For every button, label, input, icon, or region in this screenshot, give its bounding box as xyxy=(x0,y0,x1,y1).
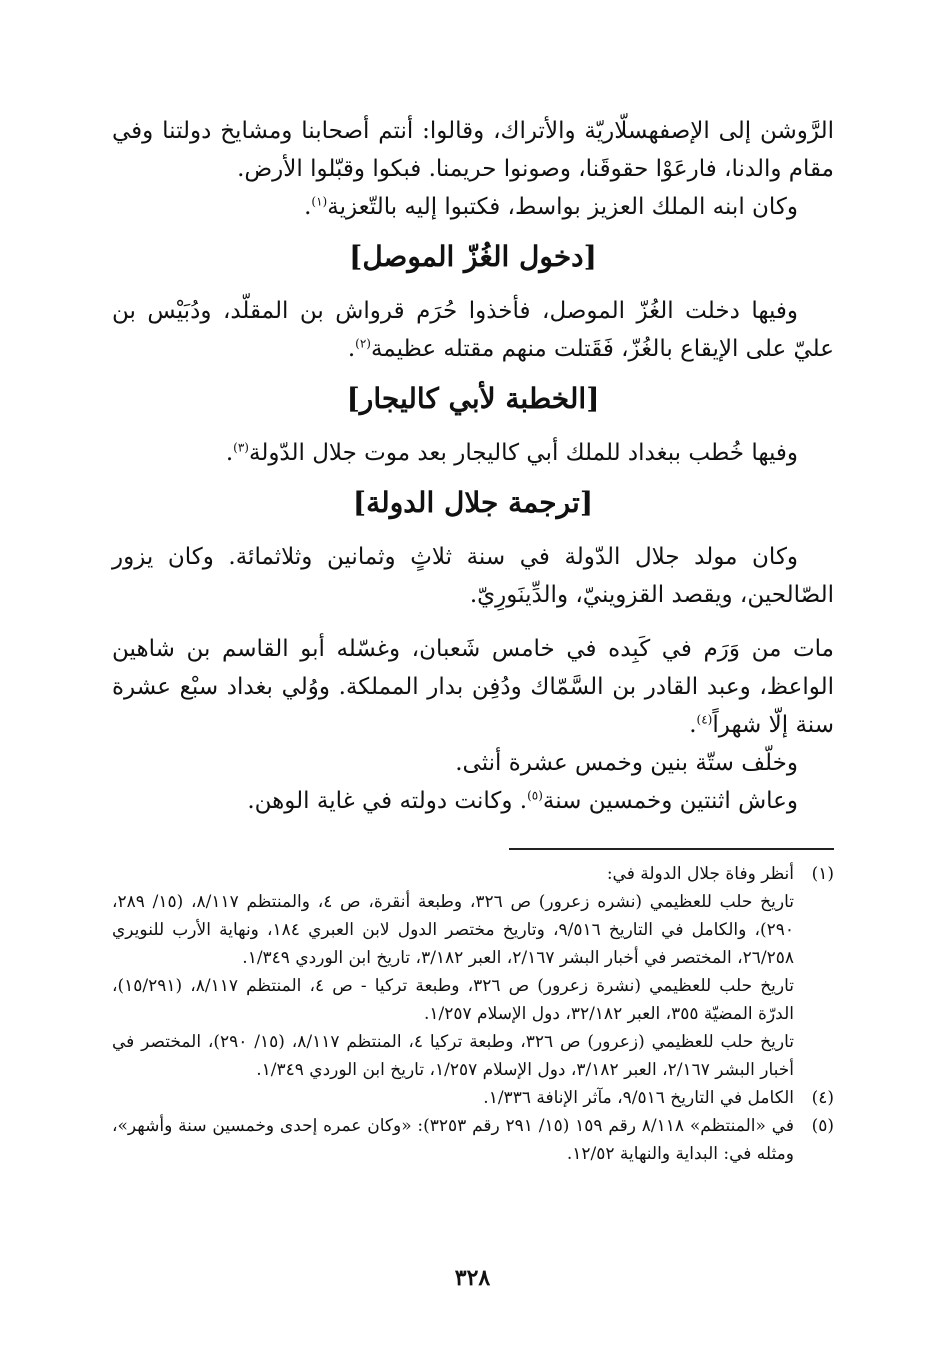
footnote-text: الكامل في التاريخ ٩/٥١٦، مآثر الإنافة ١/٣٣٦. xyxy=(483,1088,794,1108)
intro-paragraph-1: الرَّوشن إلى الإصفهسلّاريّة والأتراك، وقالوا: أنتم أصحابنا ومشايخ دولتنا وفي مقام والدنا، فارعَوْا حقوقَنا، وصونوا حريمنا. فبكوا وقبّلوا الأرض. xyxy=(112,118,834,182)
section3-paragraph-3: وخلّف ستّة بنين وخمس عشرة أنثى. xyxy=(455,750,798,776)
footnote-number: (١) xyxy=(811,864,834,884)
page-body xyxy=(112,112,834,1168)
footnote-4 xyxy=(112,1084,834,1112)
section-heading-khutba: [الخطبة لأبي كاليجار] xyxy=(346,382,600,415)
intro-paragraph-2-end: . xyxy=(304,194,312,220)
section1-paragraph-1-end: . xyxy=(347,336,356,362)
section2-paragraph-1 xyxy=(112,434,834,472)
footnote-text: أنظر وفاة جلال الدولة في: xyxy=(606,864,794,884)
section3-paragraph-4 xyxy=(112,782,834,820)
section3-paragraph-1: وكان مولد جلال الدّولة في سنة ثلاثٍ وثمانين وثلاثمائة. وكان يزور الصّالحين، ويقصد القزوينيّ، والدِّينَورِيّ. xyxy=(112,544,834,608)
page-number: ٣٢٨ xyxy=(454,1265,491,1291)
footnotes xyxy=(112,860,834,1168)
footnote-1-continuation: تاريخ حلب للعظيمي (نشره زعرور) ص ٣٢٦، وطبعة أنقرة، ص ٤، والمنتظم ٨/١١٧، (١٥/ ٢٨٩، ٢٩٠)، والكامل في التاريخ ٩/٥١٦، وتاريخ مختصر الدول لابن العبري ١٨٤، ونهاية الأرب للنويري ٢٦/٢٥٨، المختصر في أخبار البشر ٢/١٦٧، العبر ٣/١٨٢، تاريخ ابن الوردي ١/٣٤٩. xyxy=(112,892,794,968)
section-heading-biography: [ترجمة جلال الدولة] xyxy=(352,486,594,519)
section3-paragraph-4-text: وعاش اثنتين وخمسين سنة xyxy=(542,788,798,814)
section3-paragraph-2-end: . xyxy=(689,712,697,738)
section2-paragraph-1-end: . xyxy=(225,440,234,466)
section1-paragraph-1 xyxy=(112,292,834,368)
footnote-ref-1[interactable]: (١) xyxy=(311,194,328,209)
footnote-2: تاريخ حلب للعظيمي (نشرة زعرور) ص ٣٢٦، وطبعة تركيا - ص ٤، المنتظم ٨/١١٧، (١٥/٢٩١)، الدرّة المضيّة ٣٥٥، العبر ٣٢/١٨٢، دول الإسلام ١/٢٥٧. xyxy=(112,976,795,1024)
section3-paragraph-2-text: مات من وَرَم في كَبِده في خامس شَعبان، وغسّله أبو القاسم بن شاهين الواعظ، وعبد القادر بن السَّمّاك ودُفِن بدار المملكة. ووُلي بغداد سبْع عشرة سنة إلّا شهراً xyxy=(112,636,834,738)
section2-paragraph-1-text: وفيها خُطب ببغداد للملك أبي كاليجار بعد موت جلال الدّولة xyxy=(248,440,798,466)
section3-paragraph-2 xyxy=(112,630,834,744)
section3-paragraph-4-end: . وكانت دولته في غاية الوهن. xyxy=(247,788,528,814)
footnote-divider xyxy=(509,848,834,850)
paragraph-spacer xyxy=(112,614,834,630)
footnote-text: في «المنتظم» ٨/١١٨ رقم ١٥٩ (١٥/ ٢٩١ رقم ٣٢٥٣): «وكان عمره إحدى وخمسين سنة وأشهر»، ومثله في: البداية والنهاية ١٢/٥٢. xyxy=(112,1116,794,1164)
footnote-5 xyxy=(112,1112,834,1168)
footnote-ref-4[interactable]: (٤) xyxy=(696,712,713,727)
intro-paragraph-2 xyxy=(112,188,834,226)
footnote-number: (٥) xyxy=(811,1116,834,1136)
footnote-ref-5[interactable]: (٥) xyxy=(527,788,543,803)
footnote-ref-2[interactable]: (٢) xyxy=(355,336,371,351)
section-heading-ghuzz-mosul: [دخول الغُزّ الموصل] xyxy=(349,240,597,273)
intro-paragraph-2-text: وكان ابنه الملك العزيز بواسط، فكتبوا إليه بالتّعزية xyxy=(327,194,798,220)
footnote-3: تاريخ حلب للعظيمي (زعرور) ص ٣٢٦، وطبعة تركيا ٤، المنتظم ٨/١١٧، (١٥/ ٢٩٠)، المختصر في أخبار البشر ٢/١٦٧، العبر ٣/١٨٢، دول الإسلام ١/٢٥٧، تاريخ ابن الوردي ١/٣٤٩. xyxy=(112,1032,794,1080)
section1-paragraph-1-text: وفيها دخلت الغُزّ الموصل، فأخذوا حُرَم قرواش بن المقلّد، ودُبَيْس بن عليّ على الإيقاع بالغُزّ، فَقَتلت منهم مقتله عظيمة xyxy=(112,298,834,362)
footnote-ref-3[interactable]: (٣) xyxy=(233,440,249,455)
footnote-1 xyxy=(112,860,834,888)
footnote-number: (٤) xyxy=(811,1088,834,1108)
